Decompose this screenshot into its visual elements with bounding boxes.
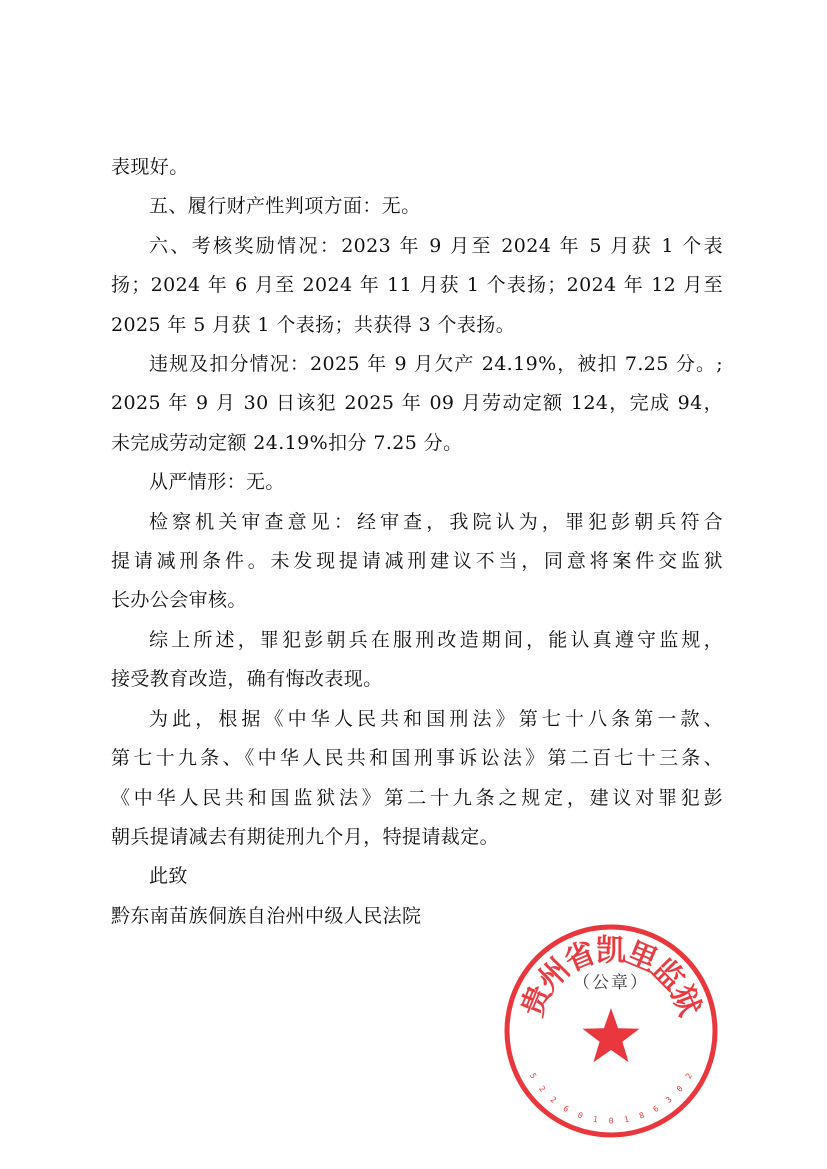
seal-serial-digit: 6	[561, 1103, 571, 1115]
seal-serial-digit: 6	[651, 1103, 661, 1115]
seal-serial-digit: 2	[683, 1071, 695, 1081]
seal-character: 里	[621, 935, 663, 980]
seal-character: 狱	[663, 980, 708, 1022]
paragraph-line: 第七十九条、《中华人民共和国刑事诉讼法》第二百七十三条、	[111, 747, 723, 770]
paragraph-line: 综上所述，罪犯彭朝兵在服刑改造期间，能认真遵守监规，	[149, 628, 723, 651]
paragraph-line: 2025 年 5 月获 1 个表扬；共获得 3 个表扬。	[111, 313, 516, 336]
seal-serial-digit: 3	[664, 1094, 674, 1105]
paragraph-line: 接受教育改造，确有悔改表现。	[111, 668, 383, 691]
seal-stamp-icon	[500, 920, 722, 1142]
paragraph-line: 提请减刑条件。未发现提请减刑建议不当，同意将案件交监狱	[111, 550, 723, 573]
seal-character: 州	[531, 951, 578, 998]
paragraph-line: 未完成劳动定额 24.19%扣分 7.25 分。	[111, 431, 463, 454]
paragraph-line: 为此，根据《中华人民共和国刑法》第七十八条第一款、	[149, 707, 723, 730]
seal-serial-digit: 1	[623, 1114, 630, 1125]
paragraph-line: 六、考核奖励情况：2023 年 9 月至 2024 年 5 月获 1 个表	[149, 234, 723, 257]
paragraph-line: 朝兵提请减去有期徒刑九个月，特提请裁定。	[111, 825, 500, 848]
paragraph-line: 从严情形：无。	[149, 471, 285, 494]
seal-serial-digit: 5	[527, 1071, 539, 1081]
seal-label: （公章）	[573, 973, 649, 993]
seal-serial-digit: 2	[537, 1084, 548, 1094]
paragraph-line: 五、履行财产性判项方面：无。	[149, 195, 421, 218]
seal-character: 省	[559, 935, 601, 980]
seal-serial-digit: 1	[592, 1114, 599, 1125]
paragraph-line: 检察机关审查意见：经审查，我院认为，罪犯彭朝兵符合	[149, 510, 723, 533]
paragraph-line: 长办公会审核。	[111, 589, 247, 612]
seal-star-icon	[583, 1008, 640, 1062]
document-body	[111, 148, 723, 936]
seal-character: 凯	[596, 933, 626, 969]
salutation: 此致	[149, 865, 188, 888]
paragraph-line: 2025 年 9 月 30 日该犯 2025 年 09 月劳动定额 124，完成 94，	[111, 392, 723, 415]
paragraph-line: 扬；2024 年 6 月至 2024 年 11 月获 1 个表扬；2024 年 12 月至	[111, 274, 723, 297]
seal-serial-digit: 0	[576, 1110, 585, 1121]
seal-character: 贵	[514, 980, 559, 1022]
official-seal	[500, 920, 722, 1142]
seal-serial-digit: 8	[637, 1110, 646, 1121]
paragraph-line: 表现好。	[111, 156, 189, 178]
paragraph-line: 违规及扣分情况：2025 年 9 月欠产 24.19%，被扣 7.25 分。;	[149, 353, 723, 376]
seal-character: 监	[644, 951, 691, 998]
seal-serial-digit: 0	[608, 1116, 614, 1126]
seal-serial-digit: 2	[548, 1094, 558, 1105]
recipient-court: 黔东南苗族侗族自治州中级人民法院	[111, 904, 422, 927]
paragraph-line: 《中华人民共和国监狱法》第二十九条之规定，建议对罪犯彭	[111, 786, 723, 809]
seal-serial-digit: 0	[674, 1084, 685, 1094]
